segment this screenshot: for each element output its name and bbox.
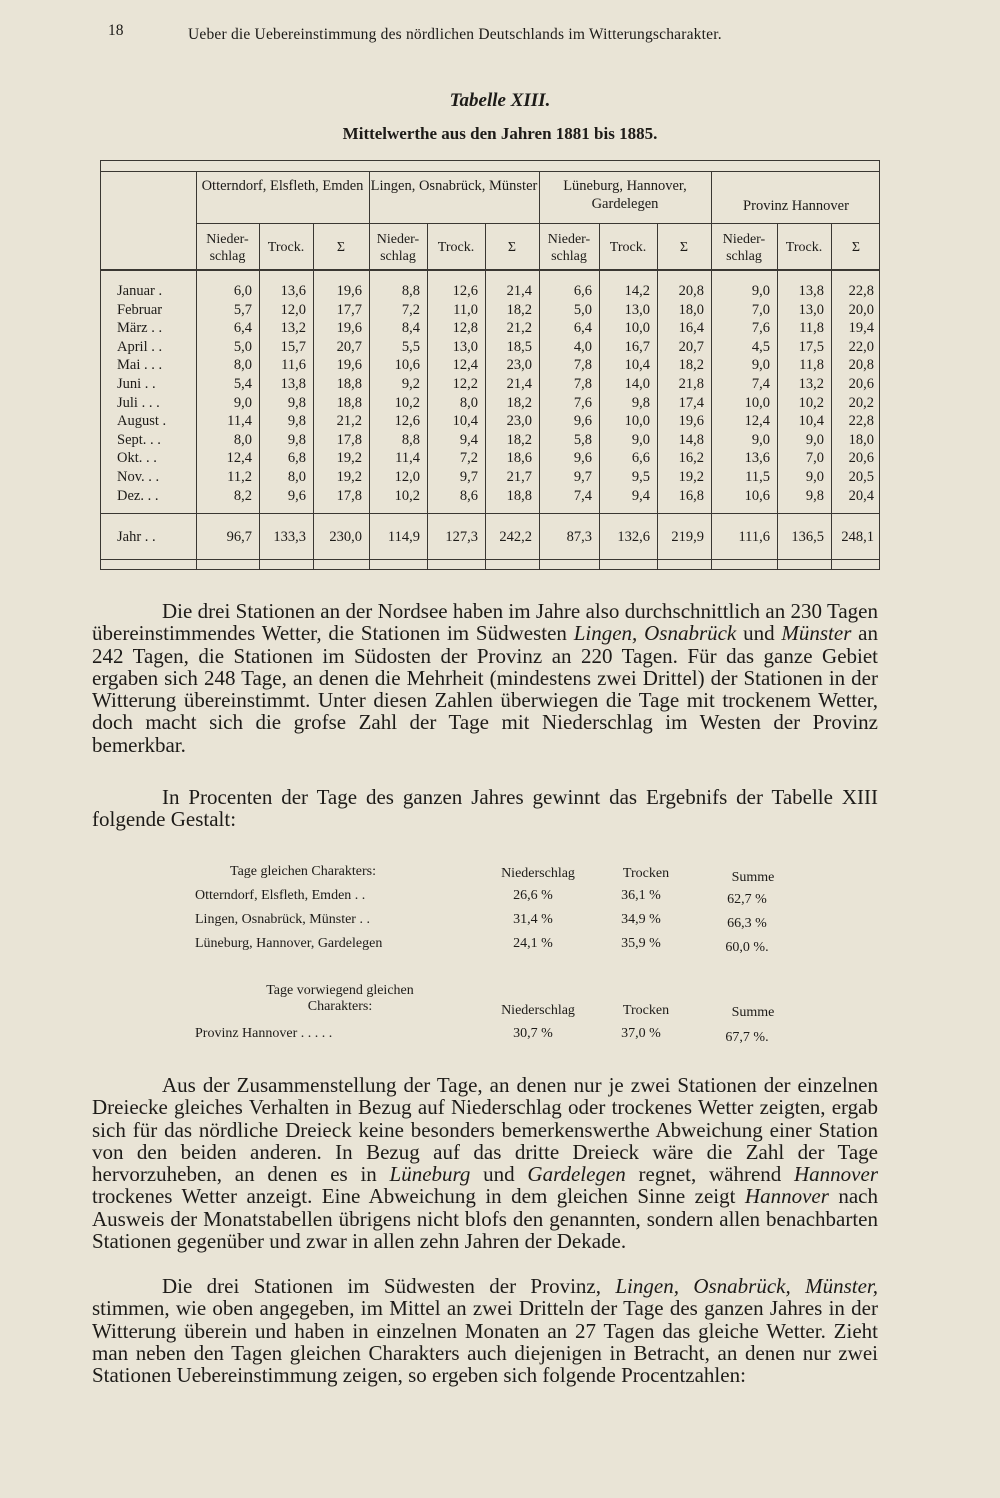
table-cell: 21,7 bbox=[506, 469, 532, 485]
table-cell: 6,4 bbox=[233, 320, 252, 337]
table-cell: 9,0 bbox=[805, 431, 824, 448]
month-label: August . bbox=[117, 413, 167, 430]
table-cell: 12,4 bbox=[226, 450, 252, 467]
subheader-trock: Trock. bbox=[267, 240, 305, 255]
table-cell: 21,2 bbox=[336, 413, 362, 430]
table-cell: 8,8 bbox=[401, 431, 420, 448]
year-total-cell: 87,3 bbox=[566, 529, 592, 545]
table-cell: 9,0 bbox=[805, 469, 824, 485]
table-cell: 18,0 bbox=[848, 431, 874, 448]
percent-table-columns bbox=[0, 866, 1000, 886]
table-cell: 18,0 bbox=[678, 301, 704, 318]
year-total-cell: 96,7 bbox=[226, 529, 252, 545]
table-cell: 11,4 bbox=[395, 450, 420, 467]
table-cell: 9,7 bbox=[459, 469, 478, 485]
table-cell: 21,4 bbox=[506, 283, 532, 299]
value-summe: 62,7 % bbox=[727, 892, 767, 907]
table-cell: 9,7 bbox=[573, 469, 592, 485]
row-label: Otterndorf, Elsfleth, Emden . . bbox=[195, 888, 366, 903]
table-cell: 10,0 bbox=[624, 413, 650, 430]
table-cell: 11,2 bbox=[227, 469, 252, 485]
subheader-trock: Trock. bbox=[609, 240, 647, 255]
subheader-niederschlag: Nieder-schlag bbox=[722, 232, 766, 264]
table-cell: 7,6 bbox=[751, 320, 770, 337]
table-cell: 20,4 bbox=[848, 487, 874, 504]
month-label: Januar . bbox=[117, 283, 163, 299]
table-cell: 4,5 bbox=[751, 338, 770, 355]
col-trocken: Trocken bbox=[622, 866, 670, 881]
table-cell: 13,0 bbox=[452, 338, 478, 355]
table-cell: 12,2 bbox=[452, 376, 478, 392]
table-cell: 17,8 bbox=[336, 431, 362, 448]
subheader-niederschlag: Nieder-schlag bbox=[206, 232, 249, 264]
col-summe: Summe bbox=[731, 1005, 775, 1020]
table-cell: 9,0 bbox=[631, 431, 650, 448]
table-cell: 13,2 bbox=[798, 376, 824, 392]
paragraph-1: Die drei Stationen an der Nordsee haben im Jahre also durchschnittlich an 230 Tagen übereinstimmendes Wetter, die Stationen im Südwesten Lingen, Osnabrück und Münster an 242 Tagen, die Stationen im Südosten der Provinz an 220 Tagen. Für das ganze Gebiet ergaben sich 248 Tage, an denen die Mehrheit (mindestens zwei Drittel) der Stationen in der Witterung übereinstimmt. Unter diesen Zahlen überwiegen die Tage mit trockenem Wetter, doch macht sich die grofse Zahl der Tage mit Niederschlag im Westen der Provinz bemerkbar. bbox=[92, 599, 878, 757]
table-cell: 10,2 bbox=[798, 394, 824, 411]
row-label: Provinz Hannover . . . . . bbox=[195, 1026, 333, 1041]
table-cell: 9,0 bbox=[233, 394, 252, 411]
table-cell: 18,6 bbox=[506, 450, 532, 467]
table-cell: 12,8 bbox=[452, 320, 478, 337]
subheader-trock: Trock. bbox=[437, 240, 475, 255]
table-cell: 22,0 bbox=[848, 338, 874, 355]
group-header: Otterndorf, Elsfleth, Emden bbox=[201, 178, 364, 194]
value-summe: 67,7 %. bbox=[725, 1030, 769, 1045]
year-total-cell: 132,6 bbox=[617, 529, 650, 545]
table-cell: 6,8 bbox=[287, 450, 306, 467]
table-cell: 18,2 bbox=[506, 431, 532, 448]
subheader-sum: Σ bbox=[507, 240, 517, 255]
table-cell: 17,5 bbox=[798, 338, 824, 355]
year-total-cell: 230,0 bbox=[329, 529, 362, 545]
table-rule bbox=[101, 513, 879, 514]
subheader-sum: Σ bbox=[336, 240, 346, 255]
table-cell: 10,4 bbox=[798, 413, 824, 430]
table-cell: 11,6 bbox=[281, 357, 306, 374]
table-cell: 18,8 bbox=[506, 487, 532, 504]
group-header: Lüneburg, Hannover, Gardelegen bbox=[563, 178, 687, 212]
table-cell: 14,2 bbox=[624, 283, 650, 299]
table-cell: 21,4 bbox=[506, 376, 532, 392]
table-cell: 15,7 bbox=[280, 338, 306, 355]
table-cell: 13,6 bbox=[744, 450, 770, 467]
column-divider bbox=[599, 223, 600, 569]
subheader-trock: Trock. bbox=[785, 240, 823, 255]
table-cell: 7,4 bbox=[573, 487, 592, 504]
table-cell: 20,5 bbox=[848, 469, 874, 485]
table-cell: 17,7 bbox=[336, 301, 362, 318]
table-cell: 20,8 bbox=[678, 283, 704, 299]
table-cell: 5,0 bbox=[233, 338, 252, 355]
month-label: Nov. . . bbox=[117, 469, 160, 485]
paragraph-3: Aus der Zusammenstellung der Tage, an denen nur je zwei Stationen der einzelnen Dreiecke gleiches Verhalten in Bezug auf Niederschlag oder trockenes Wetter zeigten, ergab sich für das nördliche Dreieck keine besonders bemerkenswerthe Abweichung einer Station von den beiden anderen. In Bezug auf das dritte Dreieck wäre die Zahl der Tage hervorzuheben, an denen es in Lüneburg und Gardelegen regnet, während Hannover trockenes Wetter anzeigt. Eine Abweichung in dem gleichen Sinne zeigt Hannover nach Ausweis der Monatstabellen übrigens nicht blofs den genannten, sondern allen benachbarten Stationen gegenüber und zwar in allen zehn Jahren der Dekade. bbox=[92, 1073, 878, 1254]
monthly-means-table bbox=[100, 160, 880, 570]
table-cell: 13,6 bbox=[280, 283, 306, 299]
table-cell: 11,8 bbox=[799, 357, 824, 374]
month-label: Sept. . . bbox=[117, 431, 161, 448]
table-cell: 18,2 bbox=[678, 357, 704, 374]
month-label: Dez. . . bbox=[117, 487, 159, 504]
table-cell: 9,6 bbox=[287, 487, 306, 504]
table-cell: 14,0 bbox=[624, 376, 650, 392]
value-summe: 66,3 % bbox=[727, 916, 767, 931]
table-cell: 19,2 bbox=[336, 469, 362, 485]
year-total-cell: 127,3 bbox=[445, 529, 478, 545]
table-cell: 19,2 bbox=[678, 469, 704, 485]
table-cell: 10,4 bbox=[452, 413, 478, 430]
table-cell: 10,0 bbox=[624, 320, 650, 337]
table-cell: 19,4 bbox=[848, 320, 874, 337]
percent-table-heading: Tage gleichen Charakters: bbox=[230, 864, 376, 879]
month-label: April . . bbox=[117, 338, 163, 355]
year-total-cell: 114,9 bbox=[387, 529, 420, 545]
table-cell: 6,0 bbox=[233, 283, 252, 299]
table-cell: 8,6 bbox=[459, 487, 478, 504]
table-cell: 20,7 bbox=[336, 338, 362, 355]
table-cell: 5,5 bbox=[401, 338, 420, 355]
month-label: März . . bbox=[117, 320, 163, 337]
running-head: Ueber die Uebereinstimmung des nördlichen Deutschlands im Witterungscharakter. bbox=[188, 26, 722, 43]
table-cell: 18,5 bbox=[506, 338, 532, 355]
table-cell: 20,7 bbox=[678, 338, 704, 355]
table-cell: 19,2 bbox=[336, 450, 362, 467]
subheader-niederschlag: Nieder-schlag bbox=[547, 232, 591, 264]
year-total-cell: 242,2 bbox=[499, 529, 532, 545]
table-cell: 11,4 bbox=[227, 413, 252, 430]
table-cell: 17,8 bbox=[336, 487, 362, 504]
table-cell: 11,8 bbox=[799, 320, 824, 337]
column-divider bbox=[313, 223, 314, 569]
table-cell: 10,2 bbox=[394, 394, 420, 411]
table-cell: 20,0 bbox=[848, 301, 874, 318]
table-cell: 13,8 bbox=[280, 376, 306, 392]
percent-row bbox=[0, 888, 1000, 908]
table-cell: 12,4 bbox=[744, 413, 770, 430]
table-cell: 18,2 bbox=[506, 301, 532, 318]
table-cell: 23,0 bbox=[506, 357, 532, 374]
table-cell: 10,0 bbox=[744, 394, 770, 411]
table-cell: 4,0 bbox=[573, 338, 592, 355]
table-rule bbox=[101, 269, 879, 271]
page-header bbox=[108, 22, 908, 52]
value-niederschlag: 30,7 % bbox=[513, 1026, 553, 1041]
percent-table-heading-2: Tage vorwiegend gleichen Charakters: bbox=[266, 983, 414, 1014]
table-subtitle: Mittelwerthe aus den Jahren 1881 bis 1885. bbox=[342, 124, 658, 143]
table-cell: 9,0 bbox=[751, 431, 770, 448]
table-cell: 20,8 bbox=[848, 357, 874, 374]
table-cell: 20,6 bbox=[848, 450, 874, 467]
table-cell: 13,8 bbox=[798, 283, 824, 299]
month-label: Februar bbox=[117, 301, 163, 318]
table-cell: 10,4 bbox=[624, 357, 650, 374]
table-cell: 12,0 bbox=[280, 301, 306, 318]
table-cell: 10,6 bbox=[394, 357, 420, 374]
table-cell: 18,8 bbox=[336, 376, 362, 392]
table-cell: 7,8 bbox=[573, 357, 592, 374]
table-cell: 19,6 bbox=[336, 357, 362, 374]
table-cell: 22,8 bbox=[848, 283, 874, 299]
table-cell: 18,2 bbox=[506, 394, 532, 411]
group-header: Provinz Hannover bbox=[743, 198, 849, 214]
col-trocken: Trocken bbox=[622, 1003, 670, 1018]
value-summe: 60,0 %. bbox=[725, 940, 769, 955]
month-label: Mai . . . bbox=[117, 357, 163, 374]
table-cell: 9,5 bbox=[631, 469, 650, 485]
table-cell: 9,0 bbox=[751, 283, 770, 299]
table-cell: 10,6 bbox=[744, 487, 770, 504]
month-label: Okt. . . bbox=[117, 450, 157, 467]
page-number: 18 bbox=[108, 22, 124, 39]
value-trocken: 36,1 % bbox=[621, 888, 661, 903]
table-cell: 11,5 bbox=[745, 469, 770, 485]
paragraph-4: Die drei Stationen im Südwesten der Provinz, Lingen, Osnabrück, Münster, stimmen, wie oben angegeben, im Mittel an zwei Dritteln der Tage des ganzen Jahres in der Witterung überein und haben in einzelnen Monaten an 27 Tagen das gleiche Wetter. Zieht man neben den Tagen gleichen Charakters auch diejenigen in Betracht, an denen nur zwei Stationen Uebereinstimmung zeigen, so ergeben sich folgende Procentzahlen: bbox=[92, 1274, 878, 1388]
group-header: Lingen, Osnabrück, Münster bbox=[370, 178, 538, 194]
table-cell: 16,4 bbox=[678, 320, 704, 337]
table-cell: 12,4 bbox=[452, 357, 478, 374]
table-cell: 5,7 bbox=[233, 301, 252, 318]
subheader-niederschlag: Nieder-schlag bbox=[376, 232, 420, 264]
column-divider bbox=[427, 223, 428, 569]
percent-table-columns-2 bbox=[0, 1003, 1000, 1023]
month-label: Juli . . . bbox=[117, 394, 160, 411]
table-cell: 12,6 bbox=[452, 283, 478, 299]
value-trocken: 35,9 % bbox=[621, 936, 661, 951]
table-cell: 8,0 bbox=[233, 431, 252, 448]
table-cell: 21,2 bbox=[506, 320, 532, 337]
table-cell: 21,8 bbox=[678, 376, 704, 392]
table-cell: 13,0 bbox=[798, 301, 824, 318]
table-cell: 9,8 bbox=[287, 431, 306, 448]
value-niederschlag: 31,4 % bbox=[513, 912, 553, 927]
table-cell: 23,0 bbox=[506, 413, 532, 430]
table-cell: 9,8 bbox=[805, 487, 824, 504]
row-label: Lüneburg, Hannover, Gardelegen bbox=[195, 936, 383, 951]
table-cell: 19,6 bbox=[336, 320, 362, 337]
table-cell: 7,4 bbox=[751, 376, 770, 392]
table-cell: 16,8 bbox=[678, 487, 704, 504]
table-cell: 11,0 bbox=[453, 301, 478, 318]
table-cell: 16,2 bbox=[678, 450, 704, 467]
col-niederschlag: Niederschlag bbox=[501, 866, 575, 881]
subheader-sum: Σ bbox=[851, 240, 861, 255]
table-cell: 7,0 bbox=[751, 301, 770, 318]
col-niederschlag: Niederschlag bbox=[501, 1003, 575, 1018]
table-cell: 16,7 bbox=[624, 338, 650, 355]
table-cell: 12,6 bbox=[394, 413, 420, 430]
table-cell: 9,6 bbox=[573, 450, 592, 467]
table-cell: 14,8 bbox=[678, 431, 704, 448]
table-cell: 9,6 bbox=[573, 413, 592, 430]
table-cell: 17,4 bbox=[678, 394, 704, 411]
table-cell: 19,6 bbox=[336, 283, 362, 299]
table-cell: 8,4 bbox=[401, 320, 420, 337]
percent-row bbox=[0, 912, 1000, 932]
table-title: Tabelle XIII. bbox=[449, 90, 551, 111]
table-cell: 5,8 bbox=[573, 431, 592, 448]
table-cell: 7,8 bbox=[573, 376, 592, 392]
year-total-cell: 248,1 bbox=[841, 529, 874, 545]
table-rule bbox=[101, 559, 879, 560]
table-cell: 6,6 bbox=[631, 450, 650, 467]
table-cell: 13,0 bbox=[624, 301, 650, 318]
percent-row bbox=[0, 936, 1000, 956]
table-cell: 6,4 bbox=[573, 320, 592, 337]
year-total-cell: 111,6 bbox=[738, 529, 770, 545]
table-cell: 8,0 bbox=[233, 357, 252, 374]
table-rule bbox=[101, 171, 879, 172]
percent-row-provinz bbox=[0, 1026, 1000, 1046]
table-cell: 9,2 bbox=[401, 376, 420, 392]
subheader-sum: Σ bbox=[679, 240, 689, 255]
table-cell: 9,8 bbox=[631, 394, 650, 411]
year-total-cell: 136,5 bbox=[791, 529, 824, 545]
table-cell: 7,2 bbox=[401, 301, 420, 318]
table-cell: 8,0 bbox=[287, 469, 306, 485]
table-cell: 18,8 bbox=[336, 394, 362, 411]
table-cell: 8,2 bbox=[233, 487, 252, 504]
table-cell: 8,0 bbox=[459, 394, 478, 411]
year-total-cell: 133,3 bbox=[273, 529, 306, 545]
row-label: Lingen, Osnabrück, Münster . . bbox=[195, 912, 370, 927]
table-cell: 9,0 bbox=[751, 357, 770, 374]
year-total-cell: 219,9 bbox=[671, 529, 704, 545]
table-cell: 20,6 bbox=[848, 376, 874, 392]
value-niederschlag: 24,1 % bbox=[513, 936, 553, 951]
value-trocken: 37,0 % bbox=[621, 1026, 661, 1041]
table-cell: 13,2 bbox=[280, 320, 306, 337]
table-cell: 5,0 bbox=[573, 301, 592, 318]
table-cell: 9,4 bbox=[459, 431, 478, 448]
table-cell: 9,4 bbox=[631, 487, 650, 504]
col-summe: Summe bbox=[731, 870, 775, 885]
table-cell: 9,8 bbox=[287, 394, 306, 411]
table-cell: 20,2 bbox=[848, 394, 874, 411]
value-trocken: 34,9 % bbox=[621, 912, 661, 927]
table-cell: 7,6 bbox=[573, 394, 592, 411]
table-cell: 9,8 bbox=[287, 413, 306, 430]
table-cell: 5,4 bbox=[233, 376, 252, 392]
paragraph-2: In Procenten der Tage des ganzen Jahres gewinnt das Ergebnifs der Tabelle XIII folgende Gestalt: bbox=[92, 785, 878, 832]
table-cell: 19,6 bbox=[678, 413, 704, 430]
year-label: Jahr . . bbox=[117, 529, 156, 545]
table-cell: 10,2 bbox=[394, 487, 420, 504]
table-cell: 7,2 bbox=[459, 450, 478, 467]
table-cell: 12,0 bbox=[394, 469, 420, 485]
month-label: Juni . . bbox=[117, 376, 156, 392]
table-cell: 22,8 bbox=[848, 413, 874, 430]
value-niederschlag: 26,6 % bbox=[513, 888, 553, 903]
table-cell: 8,8 bbox=[401, 283, 420, 299]
table-cell: 6,6 bbox=[573, 283, 592, 299]
table-cell: 7,0 bbox=[805, 450, 824, 467]
